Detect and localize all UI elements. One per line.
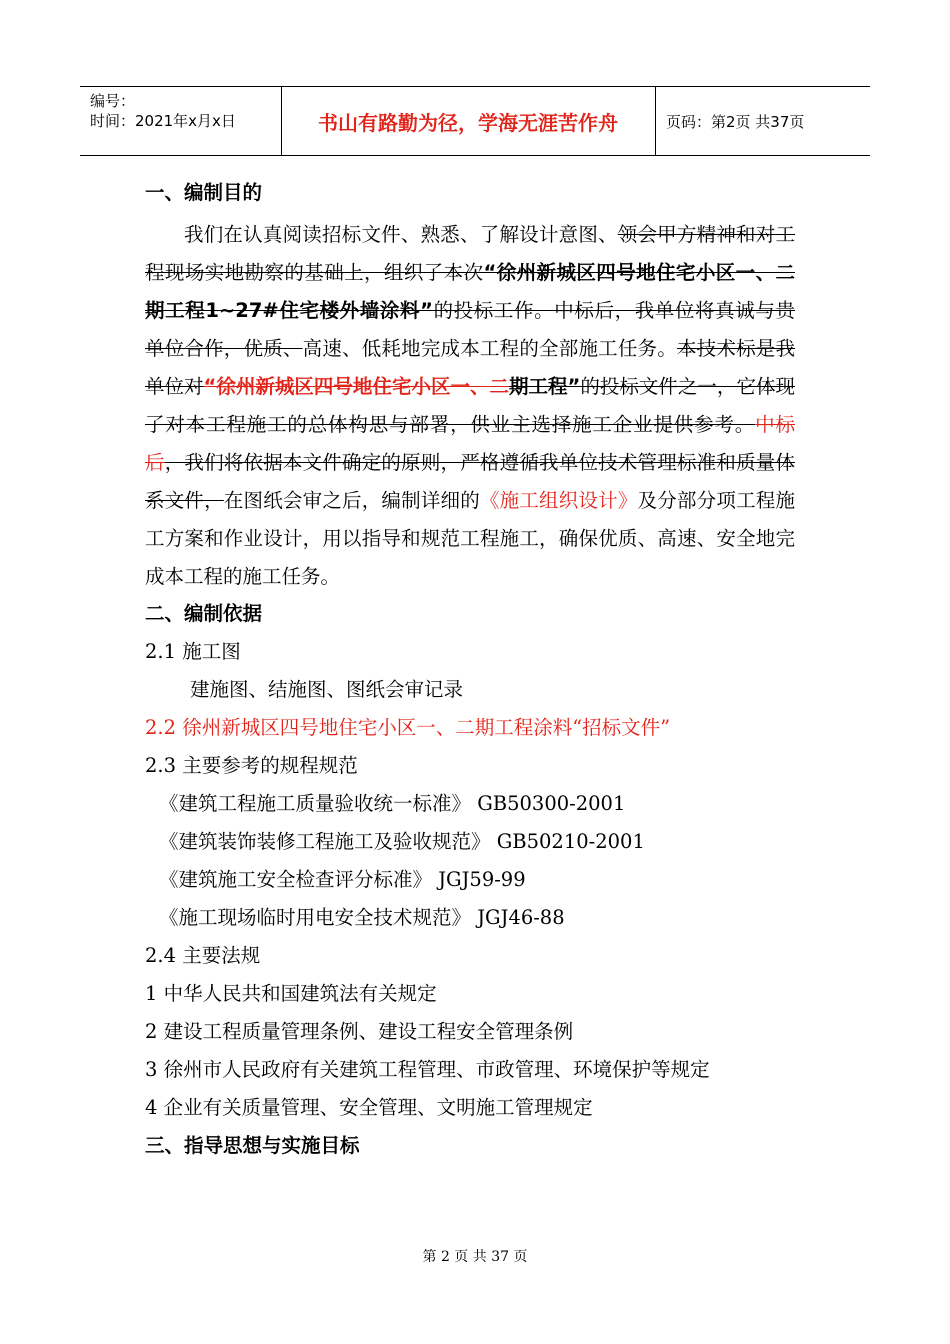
- text-run: 我们在认真阅读招标文件、熟悉、了解设计意图、: [184, 223, 618, 246]
- standard-item: 《建筑施工安全检查评分标准》 JGJ59-99: [159, 868, 526, 891]
- header-meta: [90, 91, 280, 131]
- law-item: 1 中华人民共和国建筑法有关规定: [145, 982, 437, 1005]
- section-2-title: 二、编制依据: [145, 602, 263, 625]
- section-1-paragraph: [145, 216, 795, 596]
- header-page-info: 页码：第2页 共37页: [666, 112, 805, 131]
- standard-item: 《建筑装饰装修工程施工及验收规范》 GB50210-2001: [159, 830, 645, 853]
- page-header: [80, 86, 870, 156]
- subsection-2-1: 2.1 施工图: [145, 640, 241, 663]
- deleted-text: 领会甲方精神和对工程现场实地勘察的基础上，组织了本次: [145, 223, 795, 284]
- deleted-text: 本技术标是我单位对: [145, 337, 795, 398]
- standard-item: 《施工现场临时用电安全技术规范》 JGJ46-88: [159, 906, 565, 929]
- deleted-project-name: 期工程”: [509, 375, 581, 398]
- section-1-title: 一、编制目的: [145, 181, 263, 204]
- law-item: 3 徐州市人民政府有关建筑工程管理、市政管理、环境保护等规定: [145, 1058, 710, 1081]
- subsection-2-4: 2.4 主要法规: [145, 944, 261, 967]
- page-footer: 第 2 页 共 37 页: [422, 1249, 528, 1265]
- deleted-text: ，我们将依据本文件确定的原则，严格遵循我单位技术管理标准和质量体系文件，: [145, 451, 795, 512]
- subsection-2-3: 2.3 主要参考的规程规范: [145, 754, 358, 777]
- law-item: 2 建设工程质量管理条例、建设工程安全管理条例: [145, 1020, 574, 1043]
- standard-item: 《建筑工程施工质量验收统一标准》 GB50300-2001: [159, 792, 626, 815]
- subsection-2-2: 2.2 徐州新城区四号地住宅小区一、二期工程涂料“招标文件”: [145, 716, 671, 739]
- deleted-red-text: 中标后: [145, 413, 795, 474]
- section-3-title: 三、指导思想与实施目标: [145, 1134, 360, 1157]
- law-item: 4 企业有关质量管理、安全管理、文明施工管理规定: [145, 1096, 593, 1119]
- document-body: [145, 178, 795, 1169]
- deleted-text: 的投标文件之一，它体现了对本工程施工的总体构思与部署，供业主选择施工企业提供参考。: [145, 375, 795, 436]
- deleted-text: 的投标工作。中标后，我单位将真诚与贵单位合作，优质、: [145, 299, 795, 360]
- text-run: 及分部分项工程施工方案和作业设计，用以指导和规范工程施工，确保优质、高速、安全地完成本工程的施工任务。: [145, 489, 795, 588]
- red-document-title: 《施工组织设计》: [479, 489, 638, 512]
- deleted-red-project-name: “徐州新城区四号地住宅小区一、二: [203, 375, 509, 398]
- text-run: 高速、低耗地完成本工程的全部施工任务。: [302, 337, 677, 360]
- subsection-2-1-body: 建施图、结施图、图纸会审记录: [190, 678, 464, 701]
- document-time-label: 时间：2021年x月x日: [90, 112, 236, 130]
- deleted-project-name: “徐州新城区四号地住宅小区一、二期工程1~27#住宅楼外墙涂料”: [145, 261, 795, 322]
- document-number-label: 编号：: [90, 92, 136, 110]
- text-run: 在图纸会审之后，编制详细的: [223, 489, 480, 512]
- header-motto: 书山有路勤为径，学海无涯苦作舟: [318, 110, 618, 135]
